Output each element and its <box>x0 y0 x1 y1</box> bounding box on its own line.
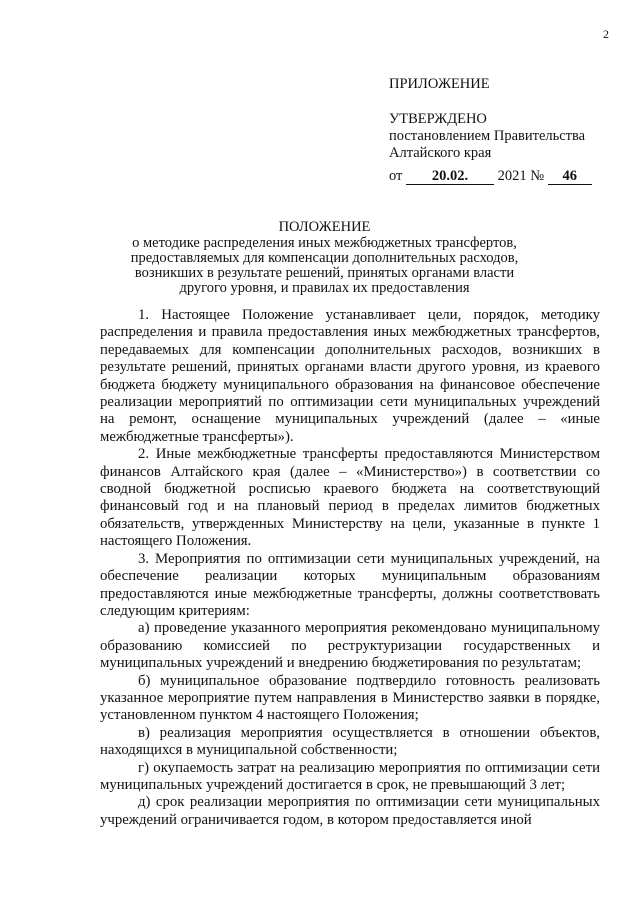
date-prefix: от <box>389 168 403 184</box>
criterion-a: а) проведение указанного мероприятия рекомендовано муниципальному образованию комиссией по реструктуризации государственных и муниципальных учреждений и внедрению бюджетирования по результатам; <box>100 620 600 672</box>
criterion-g: г) окупаемость затрат на реализацию мероприятия по оптимизации сети муниципальных учреждений достигается в срок, не превышающий 3 лет; <box>100 759 600 793</box>
approved-by-region: Алтайского края <box>389 145 492 161</box>
title-main: ПОЛОЖЕНИЕ <box>278 219 371 235</box>
paragraph-3: 3. Мероприятия по оптимизации сети муниципальных учреждений, на обеспечение реализации которых муниципальным образованиям предоставляются иные межбюджетные трансферты, должны соответствовать следующим критериям: <box>100 550 600 619</box>
document-title <box>122 220 527 296</box>
criterion-b: б) муниципальное образование подтвердило готовность реализовать указанное мероприятие путем направления в Министерство заявки в порядке, установленном пунктом 4 настоящего Положения; <box>100 672 600 724</box>
approved-label: УТВЕРЖДЕНО <box>389 111 487 127</box>
page-number: 2 <box>603 27 609 41</box>
decree-date-line <box>389 168 629 185</box>
approved-by-line: постановлением Правительства <box>389 128 586 144</box>
appendix-label: ПРИЛОЖЕНИЕ <box>389 76 490 92</box>
paragraph-2: 2. Иные межбюджетные трансферты предоставляются Министерством финансов Алтайского края (далее – «Министерство») в соответствии со сводной бюджетной росписью краевого бюджета на соответствующий финансовый год и на плановый период в пределах лимитов бюджетных обязательств, утвержденных Министерству на цели, указанные в пункте 1 настоящего Положения. <box>100 446 600 550</box>
decree-date-value: 20.02. <box>406 169 494 185</box>
decree-year-label: 2021 № <box>497 168 545 184</box>
criterion-v: в) реализация мероприятия осуществляется в отношении объектов, находящихся в муниципальной собственности; <box>100 724 600 759</box>
document-body <box>100 307 600 829</box>
title-subtitle: о методике распределения иных межбюджетных трансфертов, предоставляемых для компенсации дополнительных расходов, возникших в результате решений, принятых органами власти другого уровня, и правилах их предоставления <box>130 235 519 296</box>
decree-number-value: 46 <box>548 169 592 185</box>
criterion-d: д) срок реализации мероприятия по оптимизации сети муниципальных учреждений ограничивается годом, в котором предоставляется иной <box>100 794 600 828</box>
approval-block <box>389 76 629 185</box>
paragraph-1: 1. Настоящее Положение устанавливает цели, порядок, методику распределения и правила предоставления иных межбюджетных трансфертов, передаваемых для компенсации дополнительных расходов, возникших в результате решений, принятых органами власти другого уровня, из краевого бюджета бюджету муниципального образования на финансовое обеспечение реализации мероприятий по оптимизации сети муниципальных учреждений на ремонт, оснащение муниципальных учреждений (далее – «иные межбюджетные трансферты»). <box>100 307 600 445</box>
